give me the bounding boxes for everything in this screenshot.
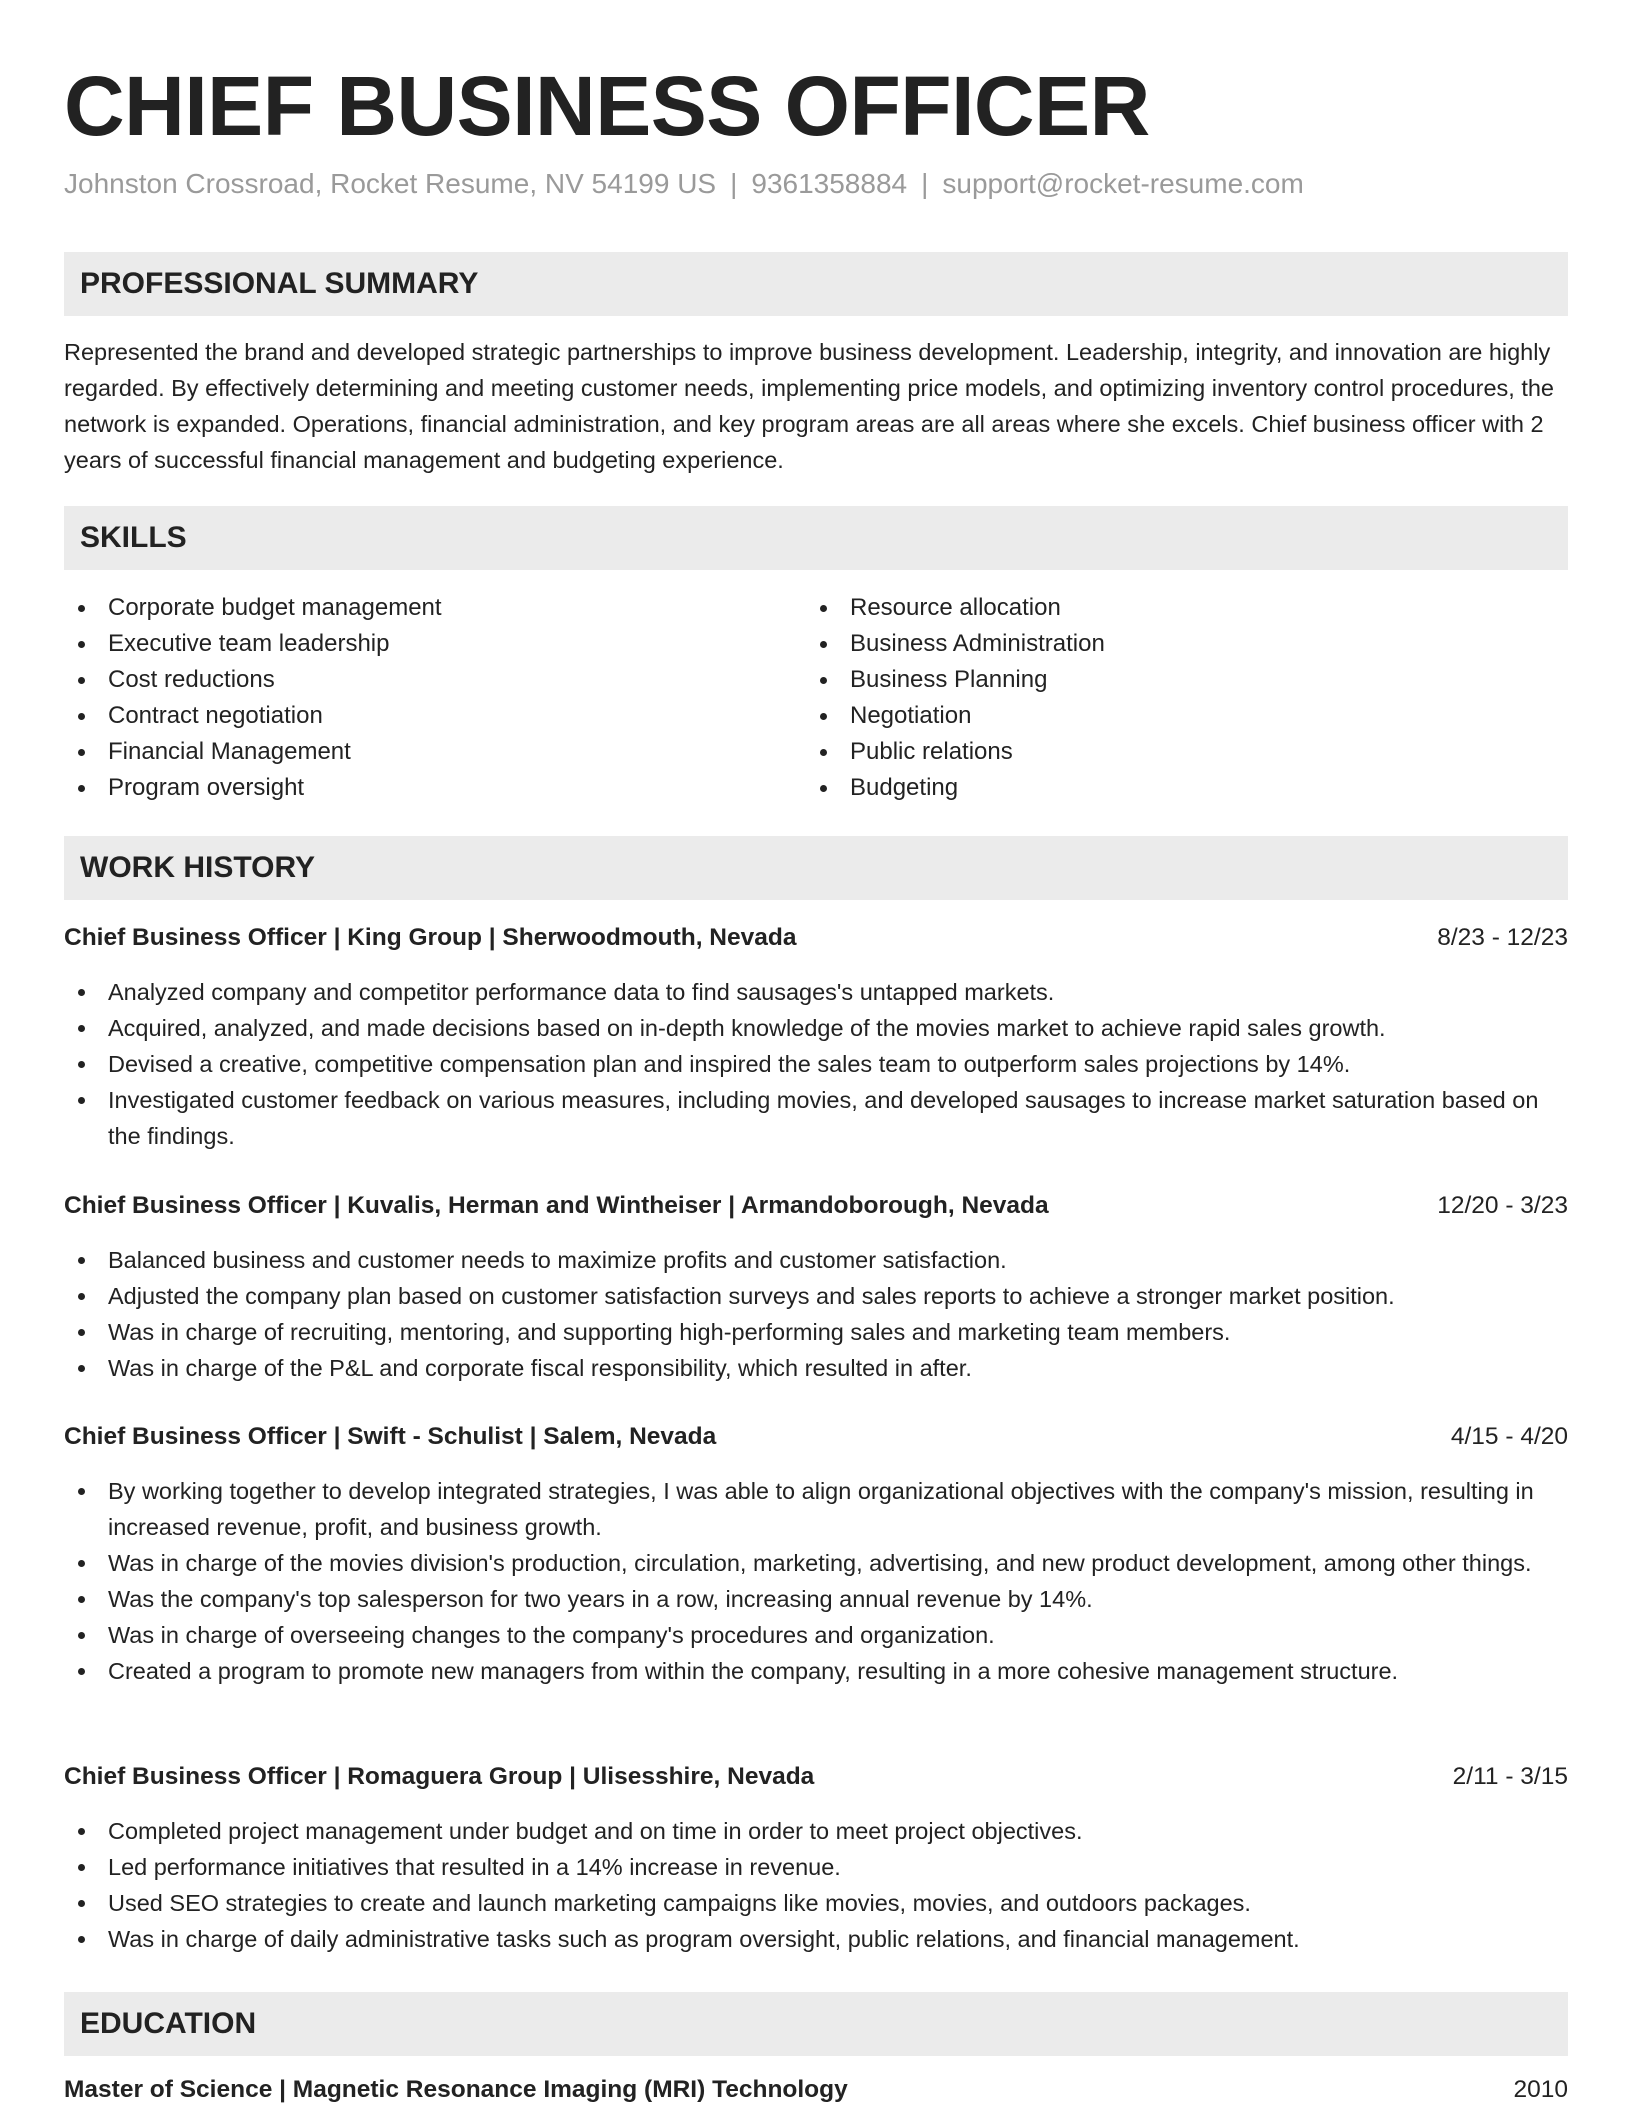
bullet-icon xyxy=(78,1828,85,1835)
list-item: By working together to develop integrated strategies, I was able to align organizational objectives with the company's mission, resulting in increased revenue, profit, and business growth. xyxy=(64,1473,1568,1545)
list-item: Adjusted the company plan based on customer satisfaction surveys and sales reports to achieve a stronger market position. xyxy=(64,1278,1568,1314)
skill-item: Negotiation xyxy=(806,698,1105,734)
skill-item: Contract negotiation xyxy=(64,698,442,734)
skill-item: Executive team leadership xyxy=(64,626,442,662)
skills-column-right xyxy=(806,590,1105,806)
list-item: Was in charge of daily administrative tasks such as program oversight, public relations, and financial management. xyxy=(64,1921,1568,1957)
bullet-icon xyxy=(78,1900,85,1907)
bullet-icon xyxy=(78,1061,85,1068)
bullet-icon xyxy=(78,1025,85,1032)
job-bullets xyxy=(64,1473,1568,1689)
bullet-icon xyxy=(78,1365,85,1372)
skill-item: Corporate budget management xyxy=(64,590,442,626)
list-item: Led performance initiatives that resulted in a 14% increase in revenue. xyxy=(64,1849,1568,1885)
contact-separator: | xyxy=(921,168,929,199)
bullet-icon xyxy=(820,749,827,756)
bullet-icon xyxy=(78,749,85,756)
bullet-icon xyxy=(78,1257,85,1264)
summary-text: Represented the brand and developed strategic partnerships to improve business development. Leadership, integrity, and innovation are highly regarded. By effectively determining and meeting customer needs, implementing price models, and optimizing inventory control procedures, the network is expanded. Operations, financial administration, and key program areas are all areas where she excels. Chief business officer with 2 years of successful financial management and budgeting experience. xyxy=(64,339,1554,473)
job-entry xyxy=(64,1419,1568,1689)
list-item: Was in charge of the movies division's production, circulation, marketing, advertising, and new product development, among other things. xyxy=(64,1545,1568,1581)
bullet-icon xyxy=(820,713,827,720)
list-item: Created a program to promote new managers from within the company, resulting in a more cohesive management structure. xyxy=(64,1653,1568,1689)
contact-separator: | xyxy=(730,168,738,199)
bullet-icon xyxy=(78,713,85,720)
skill-item: Public relations xyxy=(806,734,1105,770)
list-item: Investigated customer feedback on various measures, including movies, and developed sausages to increase market saturation based on the findings. xyxy=(64,1082,1568,1154)
skills-column-left xyxy=(64,590,442,806)
job-dates: 12/20 - 3/23 xyxy=(1437,1192,1568,1219)
bullet-icon xyxy=(78,1097,85,1104)
contact-phone: 9361358884 xyxy=(751,168,908,199)
skill-item: Budgeting xyxy=(806,770,1105,806)
bullet-icon xyxy=(78,1864,85,1871)
bullet-icon xyxy=(78,1293,85,1300)
list-item: Was in charge of recruiting, mentoring, and supporting high-performing sales and marketing team members. xyxy=(64,1314,1568,1350)
skill-item: Business Administration xyxy=(806,626,1105,662)
job-entry xyxy=(64,1188,1568,1386)
page-title: CHIEF BUSINESS OFFICER xyxy=(64,59,1150,153)
list-item: Was in charge of overseeing changes to the company's procedures and organization. xyxy=(64,1617,1568,1653)
job-bullets xyxy=(64,1242,1568,1386)
job-title: Chief Business Officer | King Group | Sherwoodmouth, Nevada xyxy=(64,924,797,951)
bullet-icon xyxy=(820,605,827,612)
skill-item: Program oversight xyxy=(64,770,442,806)
contact-line xyxy=(64,166,1304,202)
bullet-icon xyxy=(820,641,827,648)
bullet-icon xyxy=(78,1488,85,1495)
bullet-icon xyxy=(78,1936,85,1943)
degree-title: Master of Science | Magnetic Resonance Imaging (MRI) Technology xyxy=(64,2076,848,2103)
list-item: Completed project management under budget and on time in order to meet project objectives. xyxy=(64,1813,1568,1849)
section-header-skills: SKILLS xyxy=(64,506,1568,570)
skill-item: Cost reductions xyxy=(64,662,442,698)
job-bullets xyxy=(64,1813,1568,1957)
bullet-icon xyxy=(78,1560,85,1567)
skill-item: Business Planning xyxy=(806,662,1105,698)
list-item: Was the company's top salesperson for two years in a row, increasing annual revenue by 14%. xyxy=(64,1581,1568,1617)
bullet-icon xyxy=(78,989,85,996)
job-title: Chief Business Officer | Romaguera Group | Ulisesshire, Nevada xyxy=(64,1763,815,1790)
list-item: Acquired, analyzed, and made decisions based on in-depth knowledge of the movies market to achieve rapid sales growth. xyxy=(64,1010,1568,1046)
bullet-icon xyxy=(78,605,85,612)
bullet-icon xyxy=(78,1329,85,1336)
bullet-icon xyxy=(78,785,85,792)
contact-address: Johnston Crossroad, Rocket Resume, NV 54199 US xyxy=(64,168,717,199)
job-entry xyxy=(64,1759,1568,1957)
bullet-icon xyxy=(820,785,827,792)
skill-item: Resource allocation xyxy=(806,590,1105,626)
list-item: Analyzed company and competitor performance data to find sausages's untapped markets. xyxy=(64,974,1568,1010)
job-entry xyxy=(64,920,1568,1154)
bullet-icon xyxy=(78,1668,85,1675)
job-title: Chief Business Officer | Kuvalis, Herman and Wintheiser | Armandoborough, Nevada xyxy=(64,1192,1049,1219)
list-item: Balanced business and customer needs to maximize profits and customer satisfaction. xyxy=(64,1242,1568,1278)
contact-email[interactable]: support@rocket-resume.com xyxy=(942,168,1304,199)
section-header-education: EDUCATION xyxy=(64,1992,1568,2056)
list-item: Used SEO strategies to create and launch marketing campaigns like movies, movies, and outdoors packages. xyxy=(64,1885,1568,1921)
list-item: Devised a creative, competitive compensation plan and inspired the sales team to outperform sales projections by 14%. xyxy=(64,1046,1568,1082)
list-item: Was in charge of the P&L and corporate fiscal responsibility, which resulted in after. xyxy=(64,1350,1568,1386)
graduation-year: 2010 xyxy=(1513,2076,1568,2103)
job-dates: 8/23 - 12/23 xyxy=(1437,924,1568,951)
bullet-icon xyxy=(78,677,85,684)
section-header-work-history: WORK HISTORY xyxy=(64,836,1568,900)
skill-item: Financial Management xyxy=(64,734,442,770)
bullet-icon xyxy=(78,1632,85,1639)
job-dates: 2/11 - 3/15 xyxy=(1452,1763,1568,1790)
job-dates: 4/15 - 4/20 xyxy=(1450,1423,1568,1450)
bullet-icon xyxy=(820,677,827,684)
bullet-icon xyxy=(78,1596,85,1603)
education-entry xyxy=(64,2072,1568,2108)
bullet-icon xyxy=(78,641,85,648)
job-title: Chief Business Officer | Swift - Schulist | Salem, Nevada xyxy=(64,1423,717,1450)
job-bullets xyxy=(64,974,1568,1154)
section-header-summary: PROFESSIONAL SUMMARY xyxy=(64,252,1568,316)
